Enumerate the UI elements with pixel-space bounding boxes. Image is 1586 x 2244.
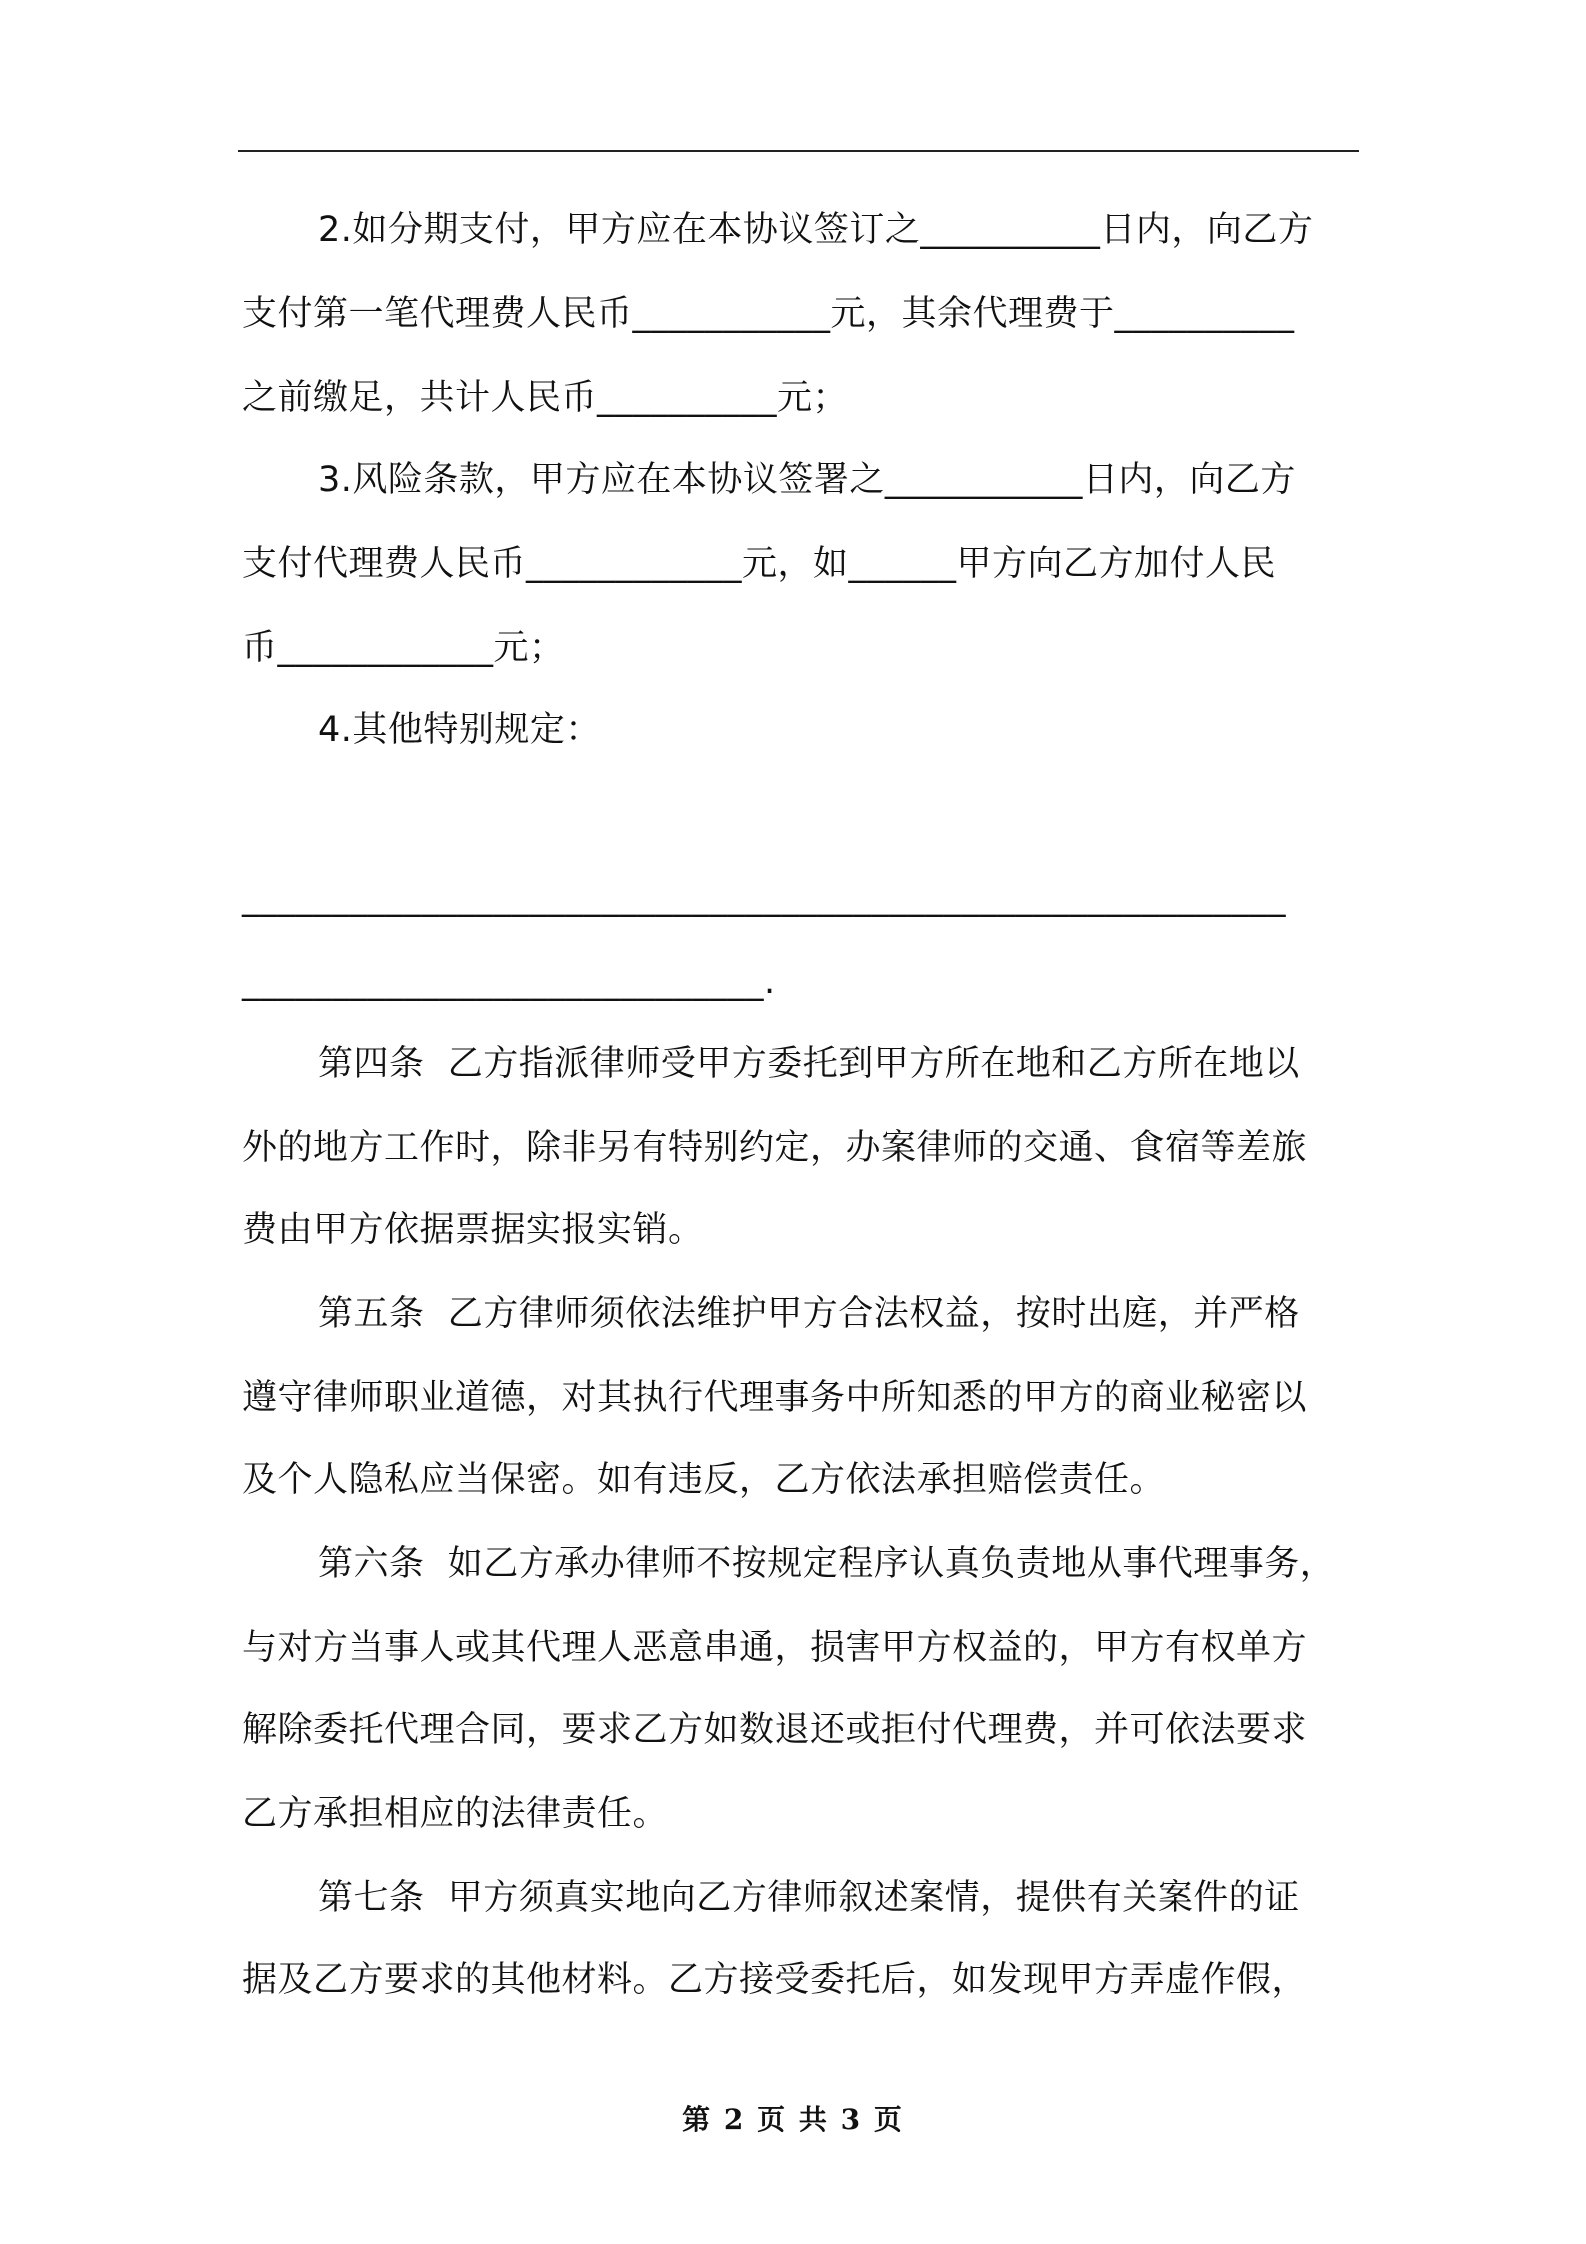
paragraph-line: 据及乙方要求的其他材料。乙方接受委托后，如发现甲方弄虚作假， [242,1960,1308,2000]
paragraph-line: 第四条 乙方指派律师受甲方委托到甲方所在地和乙方所在地以 [318,1044,1300,1084]
header-divider [238,150,1359,152]
paragraph-line: 解除委托代理合同，要求乙方如数退还或拒付代理费，并可依法要求 [242,1710,1308,1750]
paragraph-line: 及个人隐私应当保密。如有违反，乙方依法承担赔偿责任。 [242,1460,1166,1500]
blank-fill-line: __________________________________________________________ [242,878,1286,918]
page-number: 第 2 页 共 3 页 [682,2103,904,2136]
paragraph-line: 支付代理费人民币____________元，如______甲方向乙方加付人民 [242,544,1277,584]
paragraph-line: 2.如分期支付，甲方应在本协议签订之__________日内，向乙方 [318,210,1314,250]
paragraph-line: 费由甲方依据票据实报实销。 [242,1210,704,1250]
paragraph-line: 乙方承担相应的法律责任。 [242,1794,669,1834]
paragraph-line: 支付第一笔代理费人民币___________元，其余代理费于__________ [242,294,1295,334]
paragraph-line: 第七条 甲方须真实地向乙方律师叙述案情，提供有关案件的证 [318,1878,1300,1918]
paragraph-line: 遵守律师职业道德，对其执行代理事务中所知悉的甲方的商业秘密以 [242,1378,1308,1418]
paragraph-line: 外的地方工作时，除非另有特别约定，办案律师的交通、食宿等差旅 [242,1128,1308,1168]
paragraph-line: 之前缴足，共计人民币__________元； [242,378,849,418]
paragraph-line: 第五条 乙方律师须依法维护甲方合法权益，按时出庭，并严格 [318,1294,1300,1334]
paragraph-line: 4.其他特别规定： [318,710,601,750]
paragraph-line: 第六条 如乙方承办律师不按规定程序认真负责地从事代理事务， [318,1544,1336,1584]
paragraph-line: 与对方当事人或其代理人恶意串通，损害甲方权益的，甲方有权单方 [242,1628,1308,1668]
blank-fill-line: _____________________________. [242,962,776,1002]
paragraph-line: 3.风险条款，甲方应在本协议签署之___________日内，向乙方 [318,460,1296,500]
paragraph-line: 币____________元； [242,628,565,668]
